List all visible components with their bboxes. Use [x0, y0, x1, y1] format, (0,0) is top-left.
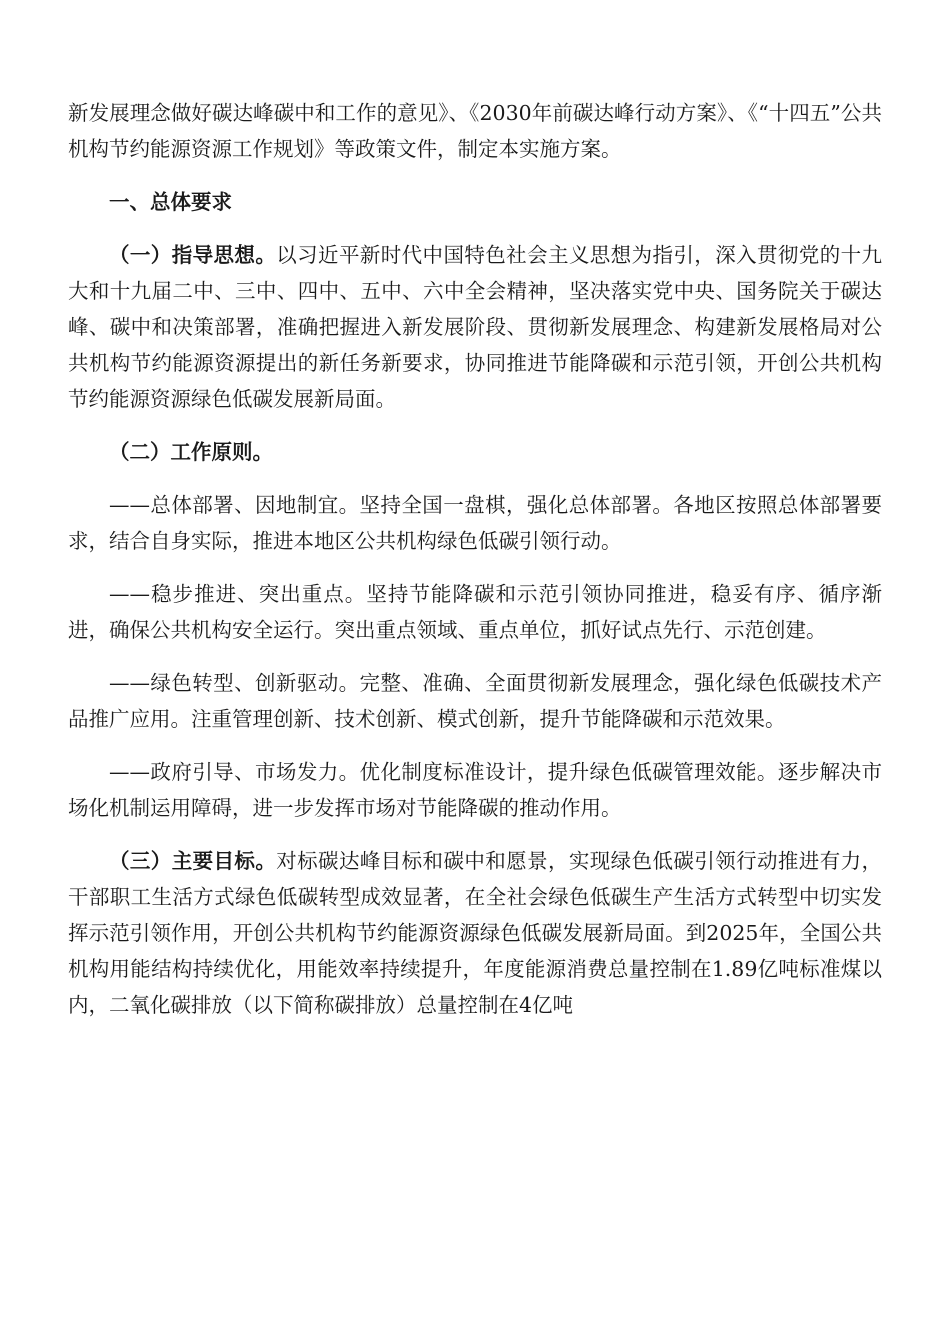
principles-heading: （二）工作原则。 [109, 440, 273, 464]
section-heading-general-requirements: 一、总体要求 [109, 190, 232, 214]
principle-paragraph-2: ——稳步推进、突出重点。坚持节能降碳和示范引领协同推进，稳妥有序、循序渐进，确保公共机构安全运行。突出重点领域、重点单位，抓好试点先行、示范创建。 [68, 582, 882, 642]
main-goals-lead: （三）主要目标。 [109, 849, 277, 873]
guiding-thought-paragraph [68, 237, 882, 417]
guiding-thought-lead: （一）指导思想。 [109, 243, 277, 267]
main-goals-text: 对标碳达峰目标和碳中和愿景，实现绿色低碳引领行动推进有力，干部职工生活方式绿色低碳转型成效显著，在全社会绿色低碳生产生活方式转型中切实发挥示范引领作用，开创公共机构节约能源资源绿色低碳发展新局面。到2025年，全国公共机构用能结构持续优化，用能效率持续提升，年度能源消费总量控制在1.89亿吨标准煤以内，二氧化碳排放（以下简称碳排放）总量控制在4亿吨 [68, 849, 883, 1017]
document-body [68, 95, 882, 1040]
principle-paragraph-1: ——总体部署、因地制宜。坚持全国一盘棋，强化总体部署。各地区按照总体部署要求，结合自身实际，推进本地区公共机构绿色低碳引领行动。 [68, 493, 882, 553]
principle-paragraph-3: ——绿色转型、创新驱动。完整、准确、全面贯彻新发展理念，强化绿色低碳技术产品推广应用。注重管理创新、技术创新、模式创新，提升节能降碳和示范效果。 [68, 671, 882, 731]
principle-paragraph-4: ——政府引导、市场发力。优化制度标准设计，提升绿色低碳管理效能。逐步解决市场化机制运用障碍，进一步发挥市场对节能降碳的推动作用。 [68, 760, 882, 820]
main-goals-paragraph [68, 843, 882, 1023]
continuation-paragraph: 新发展理念做好碳达峰碳中和工作的意见》、《2030年前碳达峰行动方案》、《“十四五”公共机构节约能源资源工作规划》等政策文件，制定本实施方案。 [68, 101, 882, 161]
guiding-thought-text: 以习近平新时代中国特色社会主义思想为指引，深入贯彻党的十九大和十九届二中、三中、四中、五中、六中全会精神，坚决落实党中央、国务院关于碳达峰、碳中和决策部署，准确把握进入新发展阶段、贯彻新发展理念、构建新发展格局对公共机构节约能源资源提出的新任务新要求，协同推进节能降碳和示范引领，开创公共机构节约能源资源绿色低碳发展新局面。 [68, 243, 883, 411]
